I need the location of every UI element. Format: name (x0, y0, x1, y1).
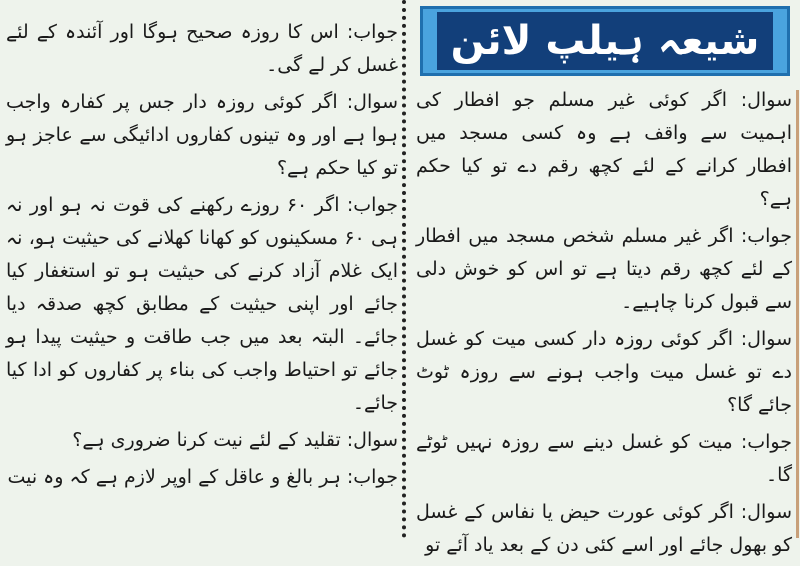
question-paragraph: سوال: اگر کوئی روزہ دار جس پر کفارہ واجب ہوا ہے اور وہ تینوں کفاروں ادائیگی سے عاجز ہو تو کیا حکم ہے؟ (6, 91, 398, 179)
right-column-text (416, 84, 792, 566)
left-column (6, 0, 398, 538)
edge-rule (796, 90, 799, 538)
left-column-text (6, 16, 398, 498)
column-divider (402, 0, 406, 538)
banner-title: شیعہ ہیلپ لائن (437, 12, 773, 70)
question-paragraph: سوال: اگر کوئی غیر مسلم جو افطار کی اہمیت سے واقف ہے وہ کسی مسجد میں افطار کرانے کے لئے کچھ رقم دے تو کیا حکم ہے؟ (416, 89, 792, 210)
right-column (416, 0, 792, 556)
answer-paragraph: جواب: ہر بالغ و عاقل کے اوپر لازم ہے کہ وہ نیت (7, 466, 398, 488)
question-paragraph: سوال: اگر کوئی روزہ دار کسی میت کو غسل دے تو غسل میت واجب ہونے سے روزہ ٹوٹ جائے گا؟ (416, 328, 792, 416)
question-paragraph: سوال: اگر کوئی عورت حیض یا نفاس کے غسل کو بھول جائے اور اسے کئی دن کے بعد یاد آئے تو (416, 501, 792, 556)
answer-paragraph: جواب: اگر ۶۰ روزے رکھنے کی قوت نہ ہو اور نہ ہی ۶۰ مسکینوں کو کھانا کھلانے کی حیثیت ہو، نہ ایک غلام آزاد کرنے کی حیثیت ہو تو استغفار کیا جائے اور اپنی حیثیت کے مطابق کچھ صدقہ دیا جائے۔ البتہ بعد میں جب طاقت و حیثیت پیدا ہو جائے تو احتیاط واجب کی بناء پر کفاروں کو ادا کیا جائے۔ (6, 194, 399, 414)
question-paragraph: سوال: تقلید کے لئے نیت کرنا ضروری ہے؟ (72, 429, 398, 451)
answer-paragraph: جواب: اس کا روزہ صحیح ہوگا اور آئندہ کے لئے غسل کر لے گی۔ (6, 21, 398, 76)
answer-paragraph: جواب: میت کو غسل دینے سے روزہ نہیں ٹوٹے گا۔ (416, 431, 792, 486)
answer-paragraph: جواب: اگر غیر مسلم شخص مسجد میں افطار کے لئے کچھ رقم دیتا ہے تو اس کو خوش دلی سے قبول کرنا چاہیے۔ (416, 225, 792, 313)
